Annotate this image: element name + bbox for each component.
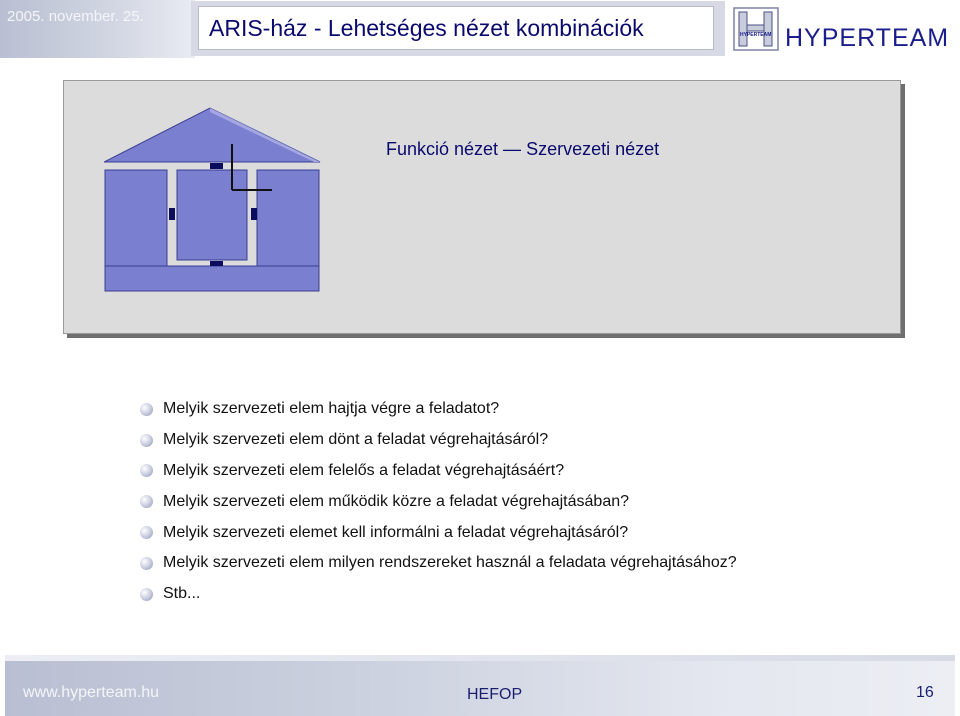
footer-website-link[interactable]: www.hyperteam.hu <box>23 684 160 701</box>
footer-program-label: HEFOP <box>467 686 523 703</box>
bullet-icon <box>140 434 153 447</box>
footer-band <box>5 655 955 716</box>
bullet-icon <box>140 403 153 416</box>
title-frame <box>191 1 725 56</box>
list-item <box>140 579 940 610</box>
hyperteam-logo <box>733 7 958 53</box>
page-number: 16 <box>916 684 934 701</box>
bullet-icon <box>140 464 153 477</box>
list-item-text: Melyik szervezeti elem hajtja végre a feladatot? <box>163 400 500 418</box>
list-item-text: Stb... <box>163 585 201 603</box>
slide-date: 2005. november. 25. <box>7 8 144 25</box>
logo-wordmark: HYPERTEAM <box>785 24 950 52</box>
aris-house-icon <box>104 106 324 296</box>
list-item <box>140 486 940 517</box>
bullet-icon <box>140 588 153 601</box>
list-item-text: Melyik szervezeti elem felelős a feladat végrehajtásáért? <box>163 461 565 479</box>
list-item-text: Melyik szervezeti elem milyen rendszereket használ a feladata végrehajtásához? <box>163 554 737 572</box>
hyperteam-logo-mark-icon <box>733 7 779 51</box>
list-item <box>140 548 940 579</box>
list-item-text: Melyik szervezeti elem működik közre a feladat végrehajtásában? <box>163 492 630 510</box>
list-item-text: Melyik szervezeti elemet kell informálni a feladat végrehajtásáról? <box>163 523 629 541</box>
list-item <box>140 394 940 425</box>
logo-mark-text: HYPERTEAM <box>740 32 772 38</box>
list-item <box>140 425 940 456</box>
list-item <box>140 517 940 548</box>
footer-divider <box>5 655 955 661</box>
title-box-inner <box>198 6 714 50</box>
list-item <box>140 456 940 487</box>
bullet-icon <box>140 557 153 570</box>
diagram-caption: Funkció nézet — Szervezeti nézet <box>386 139 660 159</box>
bullet-icon <box>140 526 153 539</box>
question-list <box>140 394 940 610</box>
bullet-icon <box>140 495 153 508</box>
slide-title: ARIS-ház - Lehetséges nézet kombinációk <box>209 15 644 41</box>
list-item-text: Melyik szervezeti elem dönt a feladat végrehajtásáról? <box>163 431 549 449</box>
